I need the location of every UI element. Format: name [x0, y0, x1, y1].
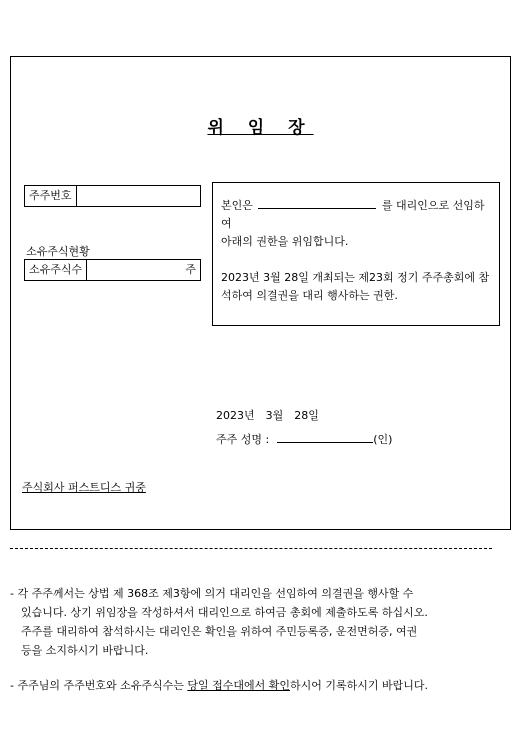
delegation-suffix: 를 대리인으로 선임하여: [221, 199, 485, 230]
notice-1-line1: - 각 주주께서는 상법 제 368조 제3항에 의거 대리인을 선임하여 의결권을 행사할 수: [10, 587, 414, 600]
delegation-line2: 아래의 권한을 위임합니다.: [221, 235, 349, 248]
shareholder-number-label: 주주번호: [25, 186, 77, 206]
notice-1-line2: 있습니다. 상기 위임장을 작성하셔서 대리인으로 하여금 총회에 제출하도록 하십시오.: [21, 606, 428, 619]
date-month: 3월: [265, 409, 284, 422]
addressee: 주식회사 퍼스트디스 귀중: [22, 481, 146, 494]
page-title: 위 임 장: [207, 118, 314, 138]
date-line: [216, 407, 319, 423]
notice-1: [10, 584, 510, 660]
signature-blank[interactable]: [277, 431, 373, 443]
delegation-authority: 2023년 3월 28일 개최되는 제23회 정기 주주총회에 참석하여 의결권을 대리 행사하는 권한.: [221, 271, 490, 302]
delegation-prefix: 본인은: [221, 199, 253, 212]
delegation-line1: [221, 197, 491, 233]
shareholder-number-box: [24, 185, 201, 207]
notice-2: [10, 676, 510, 695]
date-day: 28일: [294, 409, 319, 422]
signature-line: [216, 431, 392, 447]
agent-name-blank[interactable]: [258, 197, 376, 209]
shares-owned-field[interactable]: [87, 260, 200, 280]
notice-1-line3: 주주를 대리하여 참석하시는 대리인은 확인을 위하여 주민등록증, 운전면허증, 여권: [21, 625, 418, 638]
shareholder-number-field[interactable]: [77, 186, 200, 206]
signature-label: 주주 성명 :: [216, 433, 270, 446]
date-year: 2023년: [216, 409, 255, 422]
notice-2-emphasis: 당일 접수대에서 확인: [187, 679, 290, 692]
holdings-heading: 소유주식현황: [26, 245, 90, 258]
notice-2-suffix: 하시어 기록하시기 바랍니다.: [290, 679, 429, 692]
delegation-box: [212, 182, 500, 326]
shares-owned-label: 소유주식수: [25, 260, 87, 280]
shares-owned-box: [24, 259, 201, 281]
proxy-form: [10, 56, 511, 530]
shares-unit: 주: [185, 263, 196, 276]
cut-line: [10, 548, 492, 549]
seal-mark: (인): [373, 433, 393, 446]
notice-1-line4: 등을 소지하시기 바랍니다.: [21, 644, 149, 657]
notice-2-prefix: - 주주님의 주주번호와 소유주식수는: [10, 679, 188, 692]
